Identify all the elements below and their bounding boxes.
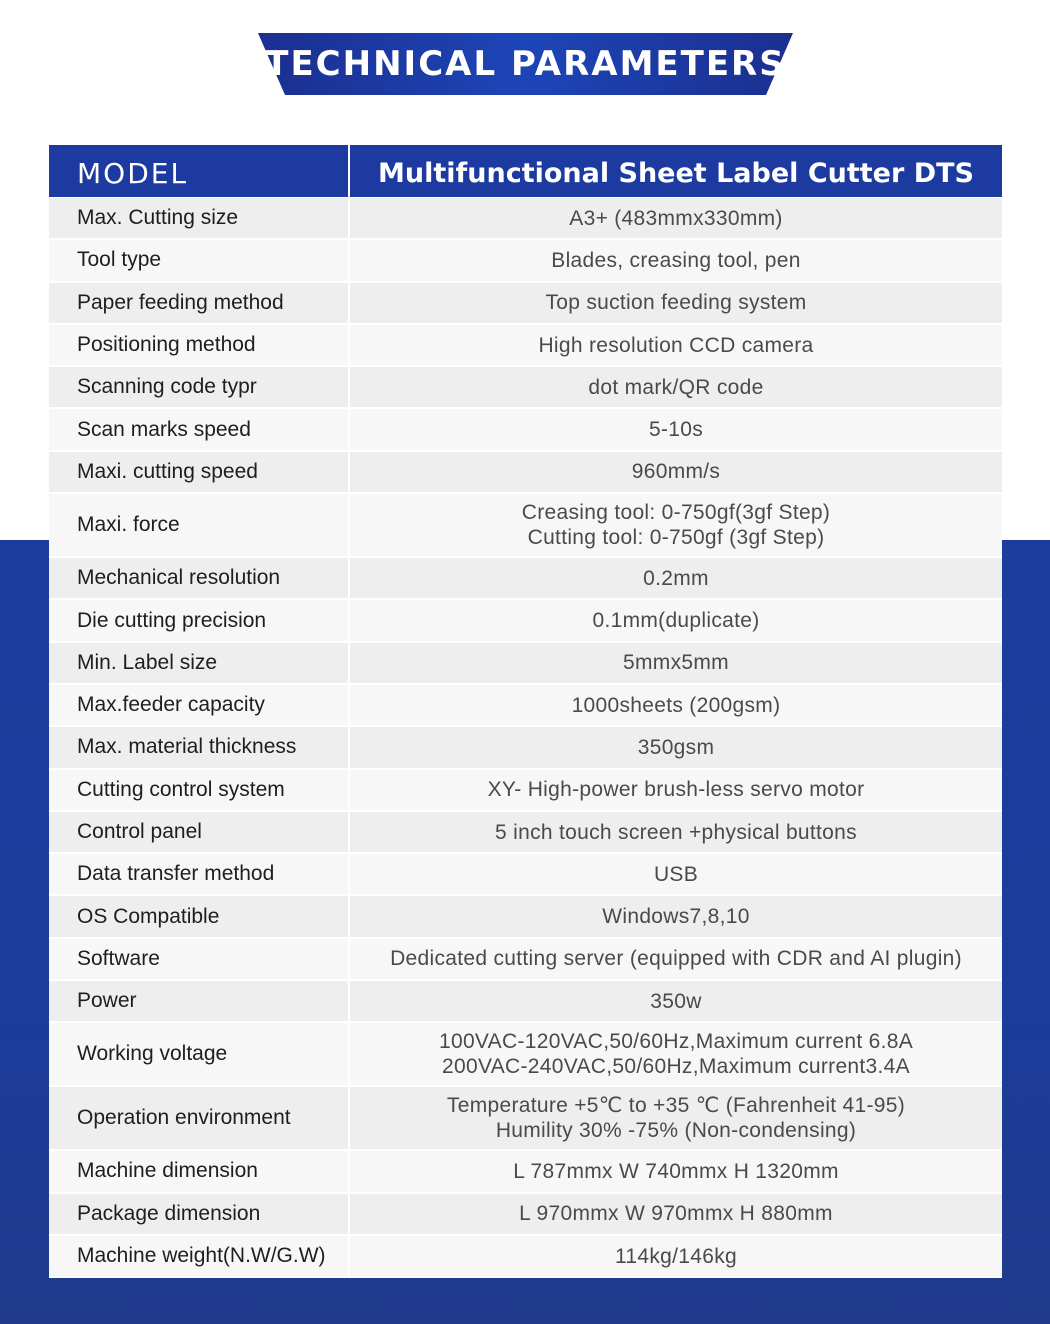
parameter-value <box>350 452 1002 492</box>
parameter-label: Working voltage <box>49 1023 350 1085</box>
parameter-value-line: Humility 30% -75% (Non-condensing) <box>495 1119 857 1143</box>
parameter-value <box>350 896 1002 936</box>
parameter-value-line: Temperature +5℃ to +35 ℃ (Fahrenheit 41-95) <box>446 1094 906 1118</box>
parameter-value <box>350 727 1002 767</box>
parameter-label: Package dimension <box>49 1194 350 1234</box>
parameter-value <box>350 600 1002 640</box>
parameters-table <box>49 145 1002 1278</box>
parameter-label: Paper feeding method <box>49 283 350 323</box>
parameter-label: Maxi. cutting speed <box>49 452 350 492</box>
parameter-label: Max.feeder capacity <box>49 685 350 725</box>
parameter-value <box>350 325 1002 365</box>
table-row <box>49 854 1002 896</box>
table-row <box>49 325 1002 367</box>
parameter-value <box>350 685 1002 725</box>
parameter-value-line: High resolution CCD camera <box>538 333 814 357</box>
parameter-label: Max. Cutting size <box>49 198 350 238</box>
parameter-value <box>350 283 1002 323</box>
parameter-label: Operation environment <box>49 1087 350 1149</box>
parameter-value <box>350 1087 1002 1149</box>
parameter-label: Die cutting precision <box>49 600 350 640</box>
table-row <box>49 494 1002 558</box>
table-row <box>49 600 1002 642</box>
parameter-value <box>350 1236 1002 1276</box>
parameter-value-line: 5 inch touch screen +physical buttons <box>495 820 857 844</box>
parameter-label: Scanning code typr <box>49 367 350 407</box>
table-row <box>49 283 1002 325</box>
parameter-label: Machine weight(N.W/G.W) <box>49 1236 350 1276</box>
parameter-value-line: Windows7,8,10 <box>602 905 750 929</box>
parameter-value <box>350 558 1002 598</box>
parameter-value <box>350 1194 1002 1234</box>
table-row <box>49 1194 1002 1236</box>
parameter-label: Tool type <box>49 240 350 280</box>
parameter-value-line: 960mm/s <box>631 460 721 484</box>
parameter-value-line: Blades, creasing tool, pen <box>551 248 801 272</box>
parameter-value-line: L 970mmx W 970mmx H 880mm <box>519 1202 833 1226</box>
parameter-label: Cutting control system <box>49 770 350 810</box>
table-row <box>49 643 1002 685</box>
parameter-value <box>350 981 1002 1021</box>
parameter-value <box>350 198 1002 238</box>
parameter-value-line: 1000sheets (200gsm) <box>571 693 781 717</box>
parameter-label: Power <box>49 981 350 1021</box>
table-row <box>49 727 1002 769</box>
table-row <box>49 558 1002 600</box>
parameter-value-line: Top suction feeding system <box>545 291 807 315</box>
table-body <box>49 198 1002 1278</box>
page-title: TECHNICAL PARAMETERS <box>265 44 786 84</box>
table-row <box>49 981 1002 1023</box>
table-row <box>49 1087 1002 1151</box>
parameter-value <box>350 770 1002 810</box>
parameter-label: Mechanical resolution <box>49 558 350 598</box>
model-header-value: Multifunctional Sheet Label Cutter DTS <box>378 157 974 189</box>
parameter-label: Machine dimension <box>49 1151 350 1191</box>
table-row <box>49 452 1002 494</box>
parameter-value-line: Cutting tool: 0-750gf (3gf Step) <box>527 526 825 550</box>
parameter-value-line: Dedicated cutting server (equipped with CDR and AI plugin) <box>390 947 962 971</box>
parameter-value-line: 350gsm <box>637 735 715 759</box>
table-row <box>49 939 1002 981</box>
parameter-label: Positioning method <box>49 325 350 365</box>
table-row <box>49 812 1002 854</box>
parameter-value-line: 5-10s <box>648 418 704 442</box>
parameter-value-line: 350w <box>650 989 702 1013</box>
table-row <box>49 685 1002 727</box>
parameter-value <box>350 1151 1002 1191</box>
model-header-label: MODEL <box>49 145 350 197</box>
parameter-label: Maxi. force <box>49 494 350 556</box>
parameter-label: Scan marks speed <box>49 409 350 449</box>
parameter-value-line: 0.2mm <box>643 566 709 590</box>
parameter-value-line: dot mark/QR code <box>588 375 764 399</box>
table-row <box>49 367 1002 409</box>
parameter-value <box>350 367 1002 407</box>
parameter-value <box>350 854 1002 894</box>
parameter-label: Min. Label size <box>49 643 350 683</box>
parameter-value <box>350 240 1002 280</box>
parameter-value <box>350 939 1002 979</box>
parameter-value-line: USB <box>653 862 699 886</box>
table-header <box>49 145 1002 198</box>
parameter-label: Data transfer method <box>49 854 350 894</box>
parameter-value-line: 0.1mm(duplicate) <box>592 609 760 633</box>
parameter-value <box>350 494 1002 556</box>
parameter-value <box>350 409 1002 449</box>
parameter-value-line: 114kg/146kg <box>614 1244 737 1268</box>
parameter-value-line: L 787mmx W 740mmx H 1320mm <box>513 1159 839 1183</box>
table-row <box>49 1151 1002 1193</box>
table-row <box>49 1023 1002 1087</box>
parameter-label: Software <box>49 939 350 979</box>
parameter-value <box>350 812 1002 852</box>
parameter-value-line: Creasing tool: 0-750gf(3gf Step) <box>521 501 831 525</box>
parameter-value-line: A3+ (483mmx330mm) <box>569 206 783 230</box>
parameter-value-line: 100VAC-120VAC,50/60Hz,Maximum current 6.8A <box>438 1030 914 1054</box>
table-row <box>49 896 1002 938</box>
title-banner <box>258 33 793 95</box>
table-row <box>49 409 1002 451</box>
table-row <box>49 198 1002 240</box>
parameter-value-line: XY- High-power brush-less servo motor <box>487 778 865 802</box>
table-row <box>49 1236 1002 1278</box>
parameter-value-line: 200VAC-240VAC,50/60Hz,Maximum current3.4A <box>442 1055 910 1079</box>
parameter-value <box>350 1023 1002 1085</box>
table-row <box>49 240 1002 282</box>
parameter-value-line: 5mmx5mm <box>623 651 729 675</box>
table-row <box>49 770 1002 812</box>
parameter-value <box>350 643 1002 683</box>
parameter-label: Control panel <box>49 812 350 852</box>
parameter-label: OS Compatible <box>49 896 350 936</box>
parameter-label: Max. material thickness <box>49 727 350 767</box>
